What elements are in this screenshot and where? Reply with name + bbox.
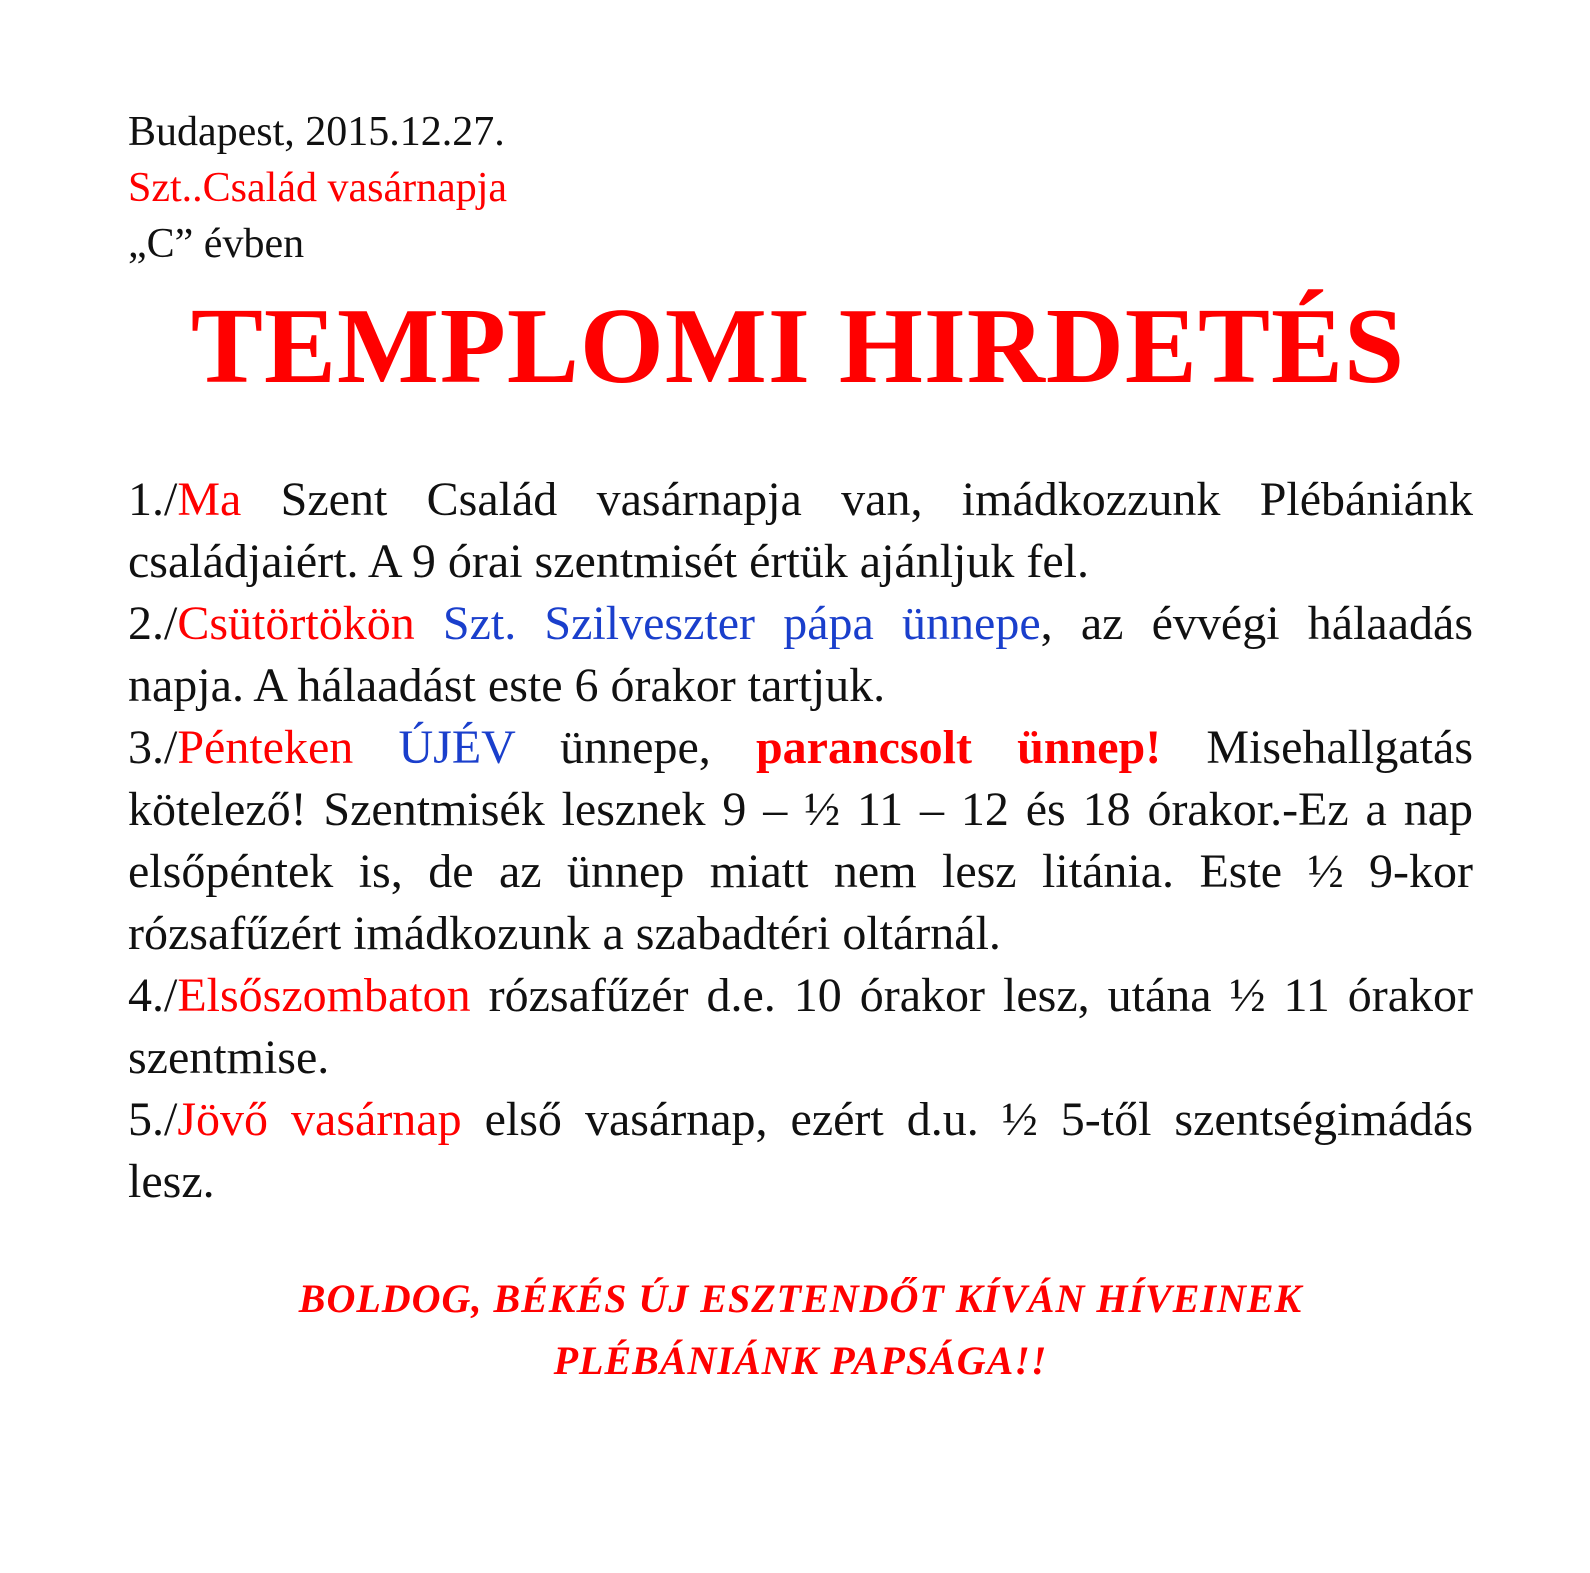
item-number: 3./ [128, 721, 178, 774]
page-title: TEMPLOMI HIRDETÉS [190, 287, 1406, 406]
announcement-item-3 [128, 717, 1473, 965]
item-day: Jövő vasárnap [177, 1093, 462, 1146]
item-day: Pénteken [177, 721, 354, 774]
item-emphasis: parancsolt ünnep! [755, 721, 1162, 774]
item-number: 4./ [128, 969, 178, 1022]
item-text: rózsafűzér d.e. 10 órakor lesz, utána ½ 11 órakor szentmise. [128, 969, 1473, 1084]
feast-name: Szt..Család vasárnapja [128, 165, 508, 211]
item-text: Szent Család vasárnapja van, imádkozzunk Plébániánk családjaiért. A 9 órai szentmisét értük ajánljuk fel. [128, 473, 1473, 588]
item-text-continued: Misehallgatás kötelező! Szentmisék lesznek 9 – ½ 11 – 12 és 18 órakor.-Ez a nap elsőpéntek is, de az ünnep miatt nem lesz litánia. Este ½ 9-kor rózsafűzért imádkozunk a szabadtéri oltárnál. [128, 721, 1473, 960]
item-number: 1./ [128, 473, 178, 526]
item-feast: Szt. Szilveszter pápa ünnepe [414, 597, 1041, 650]
announcement-item-2 [128, 593, 1473, 717]
header-block [128, 104, 507, 272]
item-text: , az évvégi hálaadás napja. A hálaadást este 6 órakor tartjuk. [128, 597, 1473, 712]
item-day: Elsőszombaton [177, 969, 471, 1022]
item-text: első vasárnap, ezért d.u. ½ 5-től szentségimádás lesz. [128, 1093, 1473, 1208]
announcement-list [128, 469, 1473, 1213]
item-day: Csütörtökön [177, 597, 415, 650]
item-number: 5./ [128, 1093, 178, 1146]
liturgical-year: „C” évben [128, 221, 305, 267]
item-feast: ÚJÉV [353, 721, 515, 774]
announcement-item-5 [128, 1089, 1473, 1213]
closing-greeting [128, 1268, 1473, 1392]
announcement-item-1 [128, 469, 1473, 593]
item-text: ünnepe, [514, 721, 756, 774]
item-day: Ma [177, 473, 242, 526]
closing-line-2: PLÉBÁNIÁNK PAPSÁGA!! [553, 1338, 1048, 1383]
closing-line-1: BOLDOG, BÉKÉS ÚJ ESZTENDŐT KÍVÁN HÍVEINEK [298, 1276, 1303, 1321]
announcement-item-4 [128, 965, 1473, 1089]
place-date: Budapest, 2015.12.27. [128, 109, 505, 155]
item-number: 2./ [128, 597, 178, 650]
